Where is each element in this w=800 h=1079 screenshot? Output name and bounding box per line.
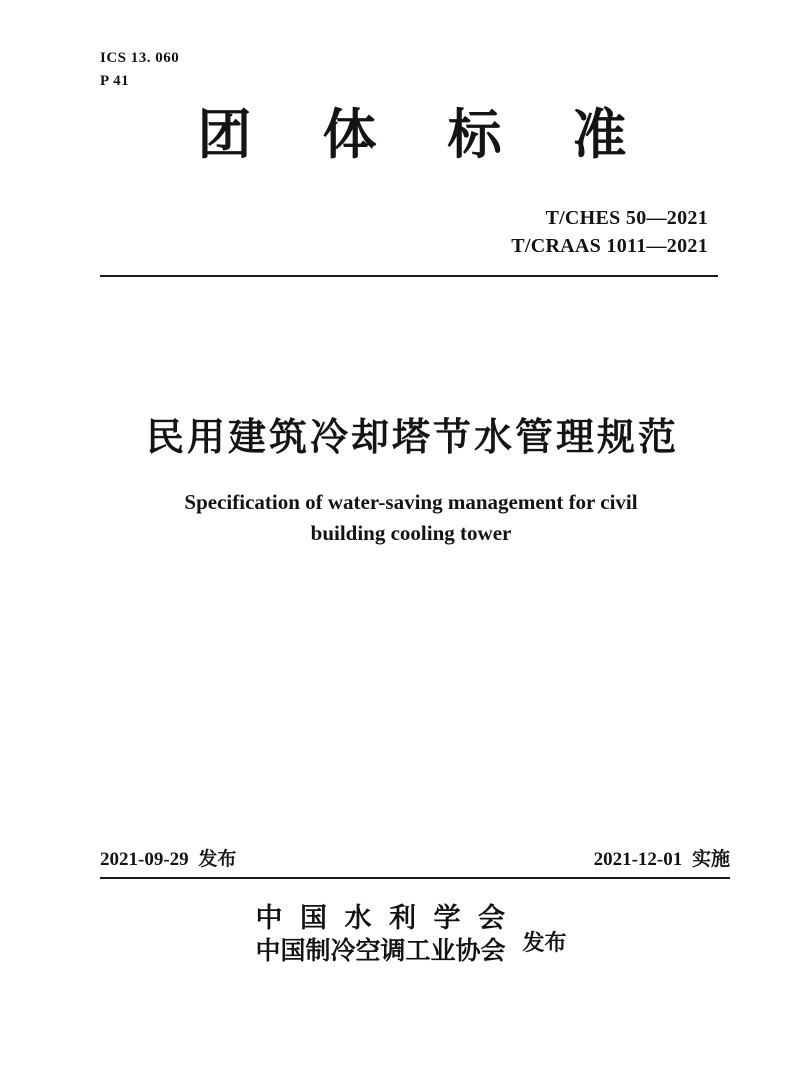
- publisher-1: 中国水利学会: [255, 903, 523, 933]
- standard-title-zh: 民用建筑冷却塔节水管理规范: [145, 417, 679, 459]
- issue-date-value: 2021-09-29: [100, 849, 189, 870]
- title-en-line1: Specification of water-saving management for civil: [184, 490, 638, 514]
- standard-numbers: [511, 204, 708, 260]
- implement-date-label: 实施: [691, 849, 730, 870]
- standard-number-1: T/CHES 50—2021: [545, 207, 708, 229]
- header-rule: [100, 275, 718, 277]
- publishers-block: [0, 901, 800, 968]
- issue-date: [100, 849, 236, 871]
- title-en-line2: building cooling tower: [310, 521, 512, 545]
- date-row: [100, 849, 730, 871]
- standard-type-title: 团体标准: [197, 105, 698, 165]
- doc-class-code: P 41: [100, 73, 130, 89]
- ics-code-block: [100, 47, 179, 93]
- footer-rule: [100, 877, 730, 879]
- publisher-names: [255, 901, 523, 968]
- ics-code: ICS 13. 060: [100, 50, 180, 66]
- release-label: 发布: [522, 930, 567, 955]
- implement-date-value: 2021-12-01: [593, 849, 683, 870]
- implement-date: [594, 849, 730, 871]
- issue-date-label: 发布: [198, 849, 237, 870]
- publisher-2: 中国制冷空调工业协会: [255, 938, 506, 965]
- standard-title-en: [0, 487, 800, 549]
- standard-number-2: T/CRAAS 1011—2021: [511, 235, 708, 257]
